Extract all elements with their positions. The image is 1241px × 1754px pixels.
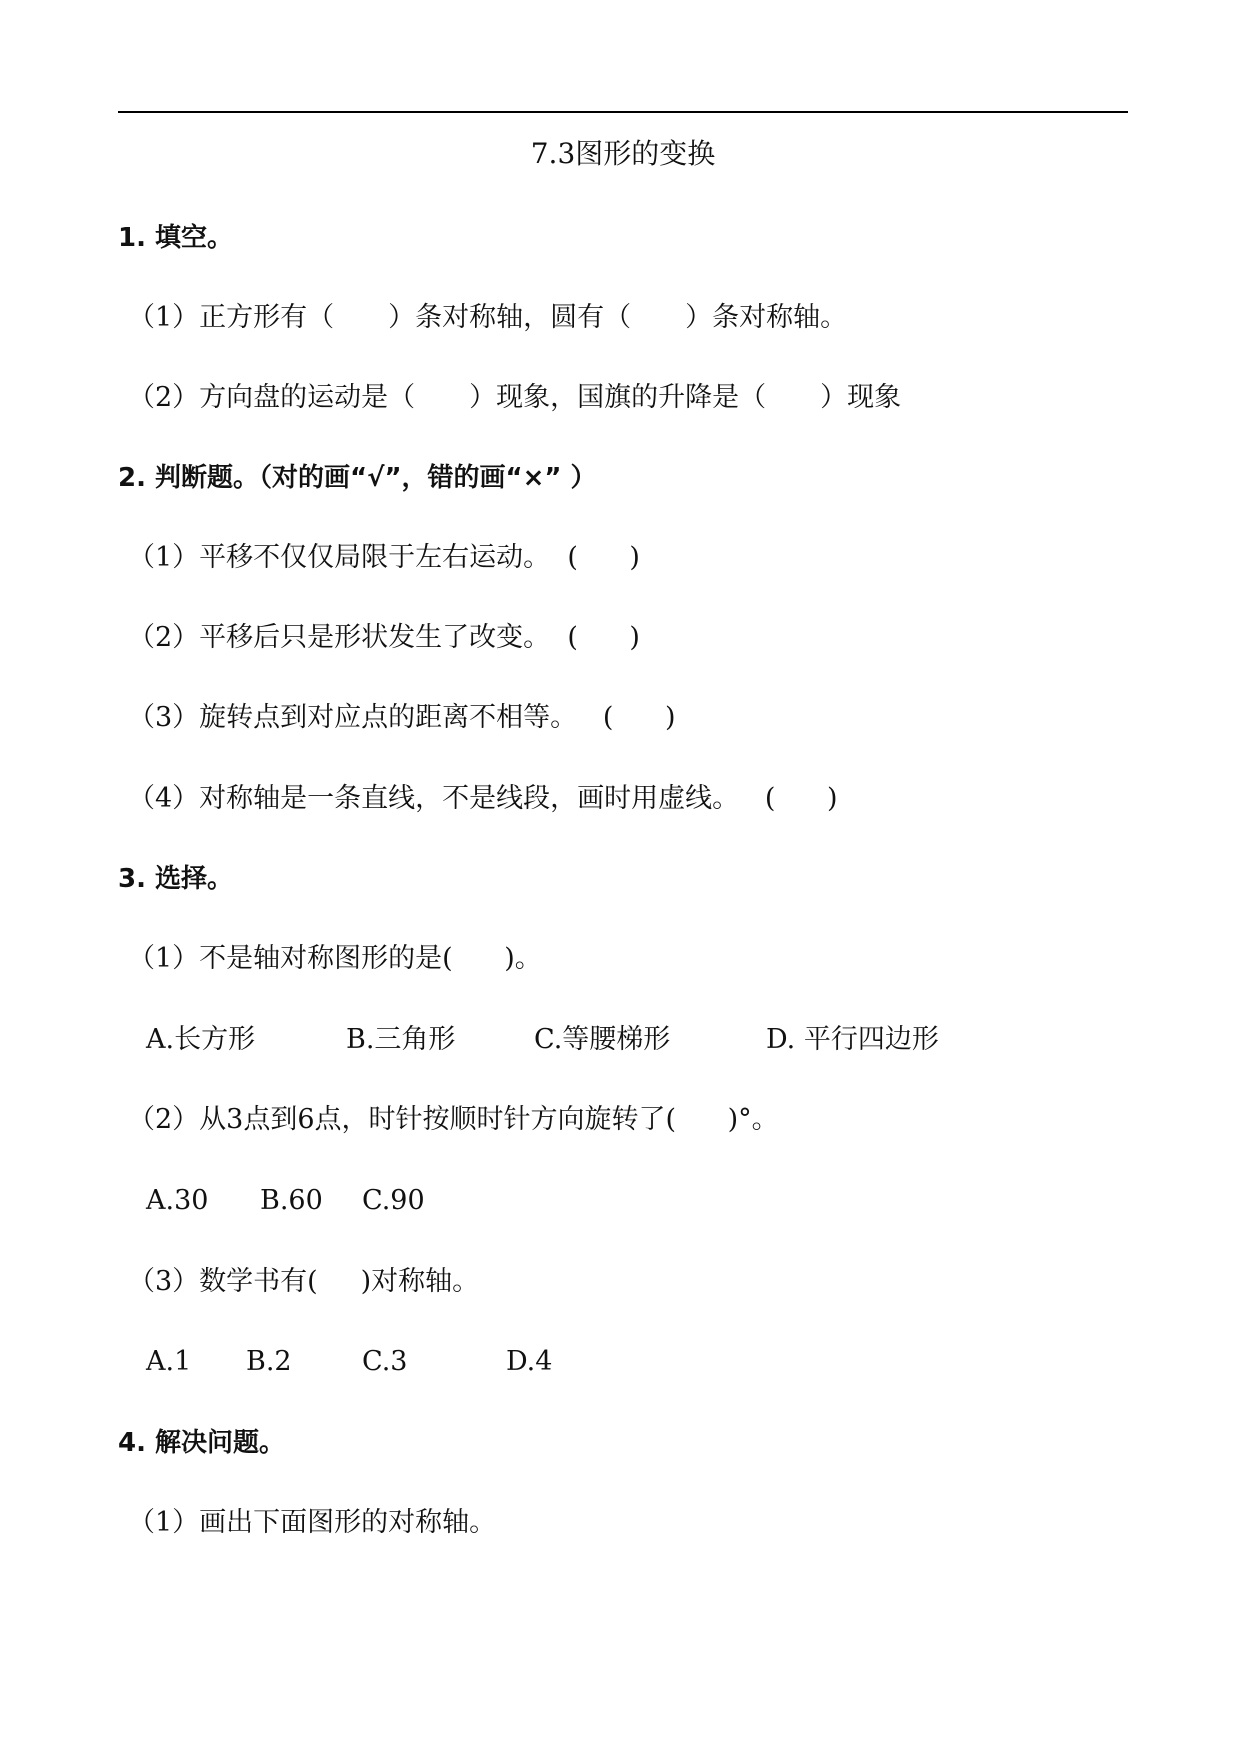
q2-option-b: B.60 (260, 1185, 323, 1216)
q1-option-c: C.等腰梯形 (534, 1024, 671, 1055)
q2-option-a: A.30 (146, 1185, 209, 1216)
q1-option-d: D. 平行四边形 (766, 1024, 939, 1055)
section-1-item-2: （2）方向盘的运动是（ ）现象，国旗的升降是（ ）现象 (128, 382, 902, 413)
section-3-question-3: （3）数学书有( )对称轴。 (128, 1266, 480, 1297)
q1-option-b: B.三角形 (346, 1024, 456, 1055)
section-3-question-1: （1）不是轴对称图形的是( )。 (128, 943, 542, 974)
section-2-item-4: （4）对称轴是一条直线，不是线段，画时用虚线。 ( ) (128, 783, 838, 814)
section-2-item-3: （3）旋转点到对应点的距离不相等。 ( ) (128, 702, 676, 733)
q3-option-b: B.2 (246, 1346, 292, 1377)
section-2-heading: 2. 判断题。（对的画“√”，错的画“×” ） (118, 463, 597, 493)
worksheet-title: 7.3图形的变换 (530, 137, 716, 170)
q3-option-d: D.4 (506, 1346, 553, 1377)
section-3-heading: 3. 选择。 (118, 864, 234, 894)
q2-option-c: C.90 (362, 1185, 425, 1216)
section-1-heading: 1. 填空。 (118, 223, 234, 253)
section-2-item-1: （1）平移不仅仅局限于左右运动。 ( ) (128, 542, 640, 573)
section-4-item-1: （1）画出下面图形的对称轴。 (128, 1507, 497, 1538)
header-rule (118, 111, 1128, 113)
q1-option-a: A.长方形 (146, 1024, 256, 1055)
q3-option-a: A.1 (146, 1346, 192, 1377)
section-1-item-1: （1）正方形有（ ）条对称轴，圆有（ ）条对称轴。 (128, 302, 848, 333)
section-3-question-2: （2）从3点到6点，时针按顺时针方向旋转了( )°。 (128, 1104, 779, 1135)
section-4-heading: 4. 解决问题。 (118, 1428, 286, 1458)
section-2-item-2: （2）平移后只是形状发生了改变。 ( ) (128, 622, 640, 653)
q3-option-c: C.3 (362, 1346, 408, 1377)
